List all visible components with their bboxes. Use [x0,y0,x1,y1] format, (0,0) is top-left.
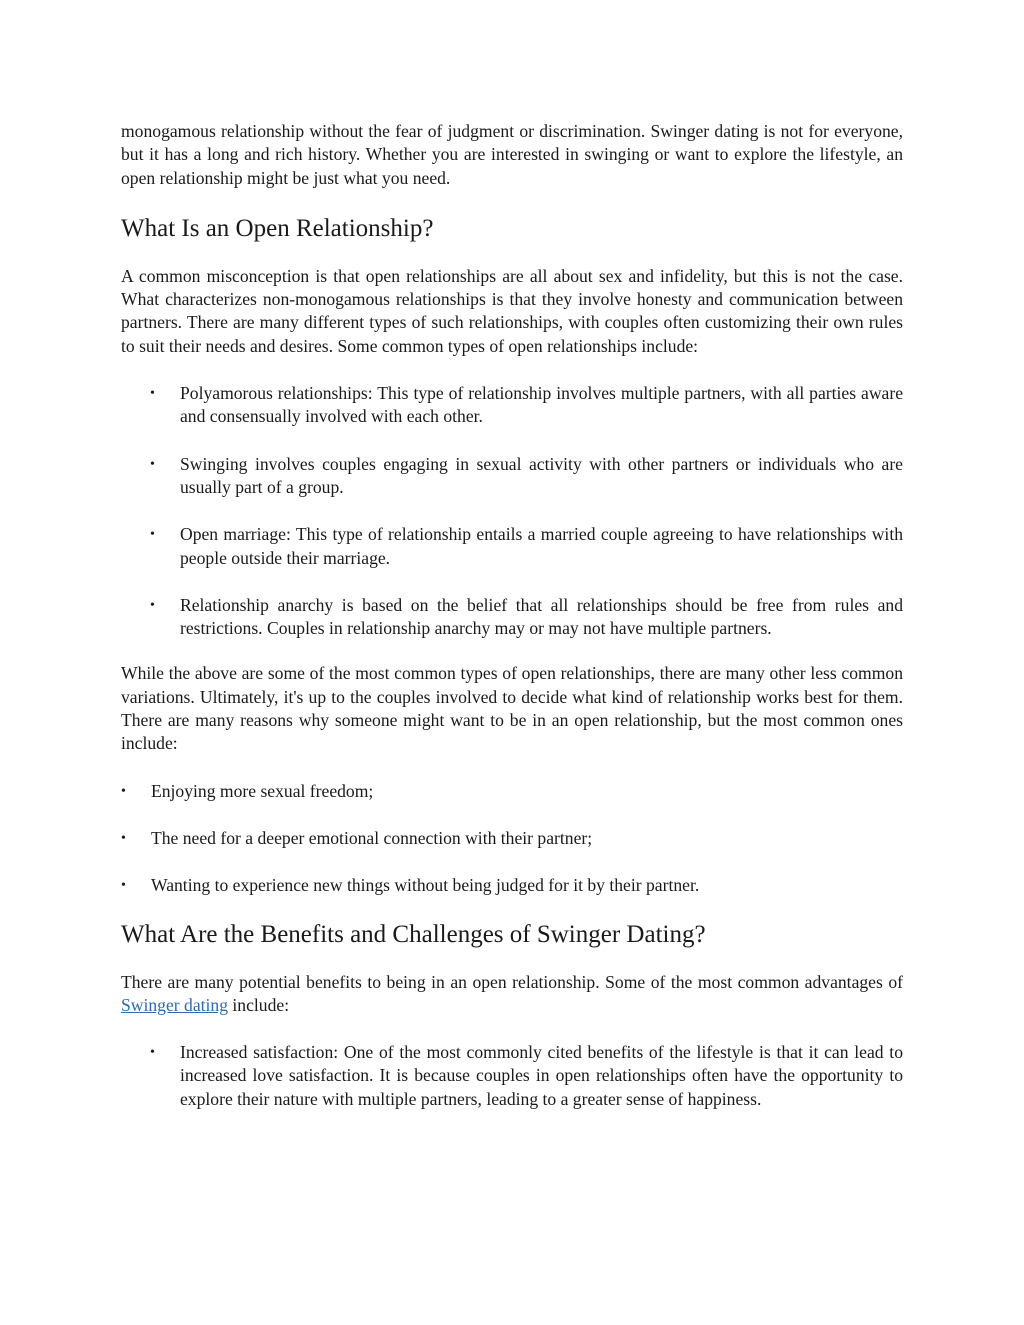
list-item [121,453,903,500]
list-item-text: Enjoying more sexual freedom; [151,780,374,801]
paragraph-text: There are many potential benefits to being in an open relationship. Some of the most common advantages of [121,971,903,992]
bullet-icon: • [150,456,155,472]
list-item-text: The need for a deeper emotional connection with their partner; [151,827,593,848]
bullet-icon: • [121,783,126,799]
list-item-text: Swinging involves couples engaging in sexual activity with other partners or individuals who are usually part of a group. [180,453,903,497]
document-page [121,120,903,1111]
list-item [121,827,903,850]
relationship-types-list [121,382,903,640]
list-item-text: Polyamorous relationships: This type of relationship involves multiple partners, with all parties aware and consensually involved with each other. [180,383,903,427]
list-item [121,523,903,570]
bullet-icon: • [150,597,155,613]
list-item-text: Open marriage: This type of relationship entails a married couple agreeing to have relationships with people outside their marriage. [180,524,903,568]
list-item-text: Wanting to experience new things without being judged for it by their partner. [151,875,700,896]
list-item [121,780,903,803]
list-item [121,1041,903,1111]
bullet-icon: • [150,386,155,402]
section1-paragraph-2: While the above are some of the most common types of open relationships, there are many other less common variations. Ultimately, it's up to the couples involved to decide what kind of relationship works best for them. There are many reasons why someone might want to be in an open relationship, but the most common ones include: [121,663,903,754]
section-heading-open-relationship: What Is an Open Relationship? [121,214,434,242]
paragraph-text: include: [228,994,290,1015]
intro-paragraph: monogamous relationship without the fear of judgment or discrimination. Swinger dating is not for everyone, but it has a long and rich history. Whether you are interested in swinging or want to explore the lifestyle, an open relationship might be just what you need. [121,121,903,188]
list-item [121,594,903,641]
list-item [121,874,903,897]
bullet-icon: • [150,527,155,543]
section2-paragraph [121,971,903,1018]
bullet-icon: • [150,1045,155,1061]
swinger-dating-link[interactable]: Swinger dating [121,994,229,1015]
bullet-icon: • [121,878,126,894]
list-item [121,382,903,429]
reasons-list [121,780,903,898]
list-item-text: Increased satisfaction: One of the most commonly cited benefits of the lifestyle is that it can lead to increased love satisfaction. It is because couples in open relationships often have the opportunity to explore their nature with multiple partners, leading to a greater sense of happiness. [180,1042,903,1109]
list-item-text: Relationship anarchy is based on the belief that all relationships should be free from rules and restrictions. Couples in relationship anarchy may or may not have multiple partners. [180,594,903,639]
section1-paragraph: A common misconception is that open relationships are all about sex and infidelity, but this is not the case. What characterizes non-monogamous relationships is that they involve honesty and communication between partners. There are many different types of such relationships, with couples often customizing their own rules to suit their needs and desires. Some common types of open relationships include: [121,265,903,356]
bullet-icon: • [121,830,126,846]
section-heading-benefits: What Are the Benefits and Challenges of Swinger Dating? [121,920,706,948]
benefits-list [121,1041,903,1111]
